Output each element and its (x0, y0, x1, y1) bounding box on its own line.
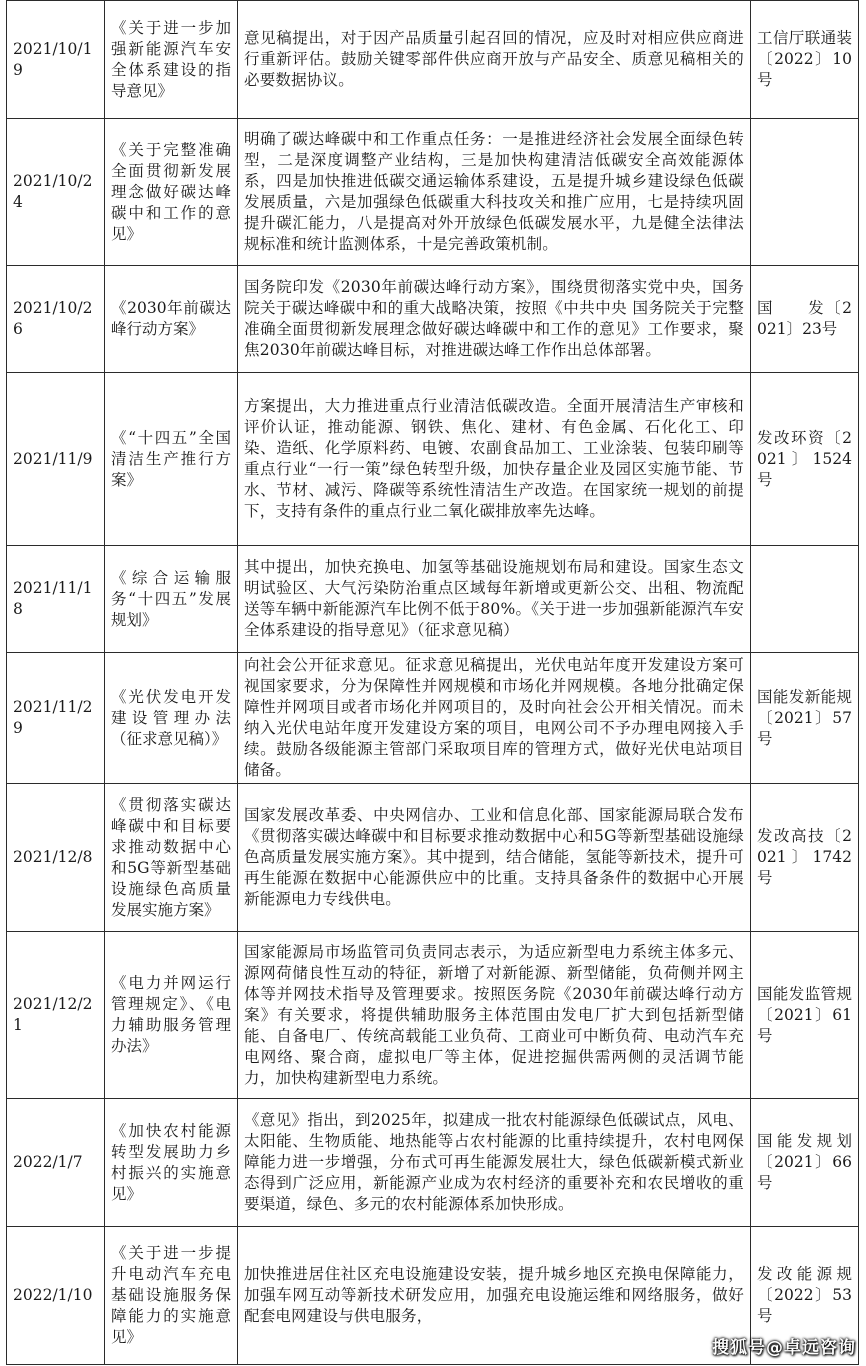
date-cell: 2021/12/21 (7, 932, 105, 1099)
policy-title-cell: 《关于进一步加强新能源汽车安全体系建设的指导意见》 (105, 1, 238, 119)
document-number-cell: 发改环资〔2021〕1524号 (751, 373, 859, 546)
document-number-cell: 工信厅联通装〔2022〕10号 (751, 1, 859, 119)
date-cell: 2021/10/24 (7, 119, 105, 266)
policy-title-cell: 《贯彻落实碳达峰碳中和目标要求推动数据中心和5G等新型基础设施绿色高质量发展实施方案》 (105, 784, 238, 932)
document-number-cell: 国能发监管规〔2021〕61号 (751, 932, 859, 1099)
table-row (7, 1099, 859, 1227)
policy-content-cell: 其中提出，加快充换电、加氢等基础设施规划布局和建设。国家生态文明试验区、大气污染防治重点区域每年新增或更新公交、出租、物流配送等车辆中新能源汽车比例不低于80%。《关于进一步加强新能源汽车安全体系建设的指导意见》（征求意见稿） (238, 546, 751, 653)
date-cell: 2021/11/18 (7, 546, 105, 653)
date-cell: 2021/10/19 (7, 1, 105, 119)
document-number-cell: 发改高技〔2021〕1742号 (751, 784, 859, 932)
table-row (7, 653, 859, 784)
policy-content-cell: 明确了碳达峰碳中和工作重点任务：一是推进经济社会发展全面绿色转型，二是深度调整产业结构，三是加快构建清洁低碳安全高效能源体系，四是加快推进低碳交通运输体系建设，五是提升城乡建设绿色低碳发展质量，六是加强绿色低碳重大科技攻关和推广应用，七是持续巩固提升碳汇能力，八是提高对外开放绿色低碳发展水平，九是健全法律法规标准和统计监测体系，十是完善政策机制。 (238, 119, 751, 266)
policy-content-cell: 国家能源局市场监管司负责同志表示，为适应新型电力系统主体多元、源网荷储良性互动的特征，新增了对新能源、新型储能，负荷侧并网主体等并网技术指导及管理要求。按照医务院《2030年前碳达峰行动方案》有关要求，将提供辅助服务主体范围由发电厂扩大到包括新型储能、自备电厂、传统高载能工业负荷、工商业可中断负荷、电动汽车充电网络、聚合商，虚拟电厂等主体，促进挖掘供需两侧的灵活调节能力，加快构建新型电力系统。 (238, 932, 751, 1099)
policy-content-cell: 国务院印发《2030年前碳达峰行动方案》，围绕贯彻落实党中央，国务院关于碳达峰碳中和的重大战略决策，按照《中共中央 国务院关于完整准确全面贯彻新发展理念做好碳达峰碳中和工作的意见》工作要求，聚焦2030年前碳达峰目标，对推进碳达峰工作作出总体部署。 (238, 266, 751, 373)
date-cell: 2021/12/8 (7, 784, 105, 932)
policy-title-cell: 《光伏发电开发建设管理办法（征求意见稿）》 (105, 653, 238, 784)
policy-title-cell: 《电力并网运行管理规定》、《电力辅助服务管理办法》 (105, 932, 238, 1099)
table-row (7, 119, 859, 266)
document-number-cell: 发改能源规〔2022〕53号 (751, 1227, 859, 1365)
document-number-cell: 国能发新能规〔2021〕57号 (751, 653, 859, 784)
date-cell: 2021/10/26 (7, 266, 105, 373)
date-cell: 2021/11/29 (7, 653, 105, 784)
policy-title-cell: 《关于进一步提升电动汽车充电基础设施服务保障能力的实施意见》 (105, 1227, 238, 1365)
policy-title-cell: 《“十四五”全国清洁生产推行方案》 (105, 373, 238, 546)
policy-title-cell: 《2030年前碳达峰行动方案》 (105, 266, 238, 373)
document-number-cell (751, 546, 859, 653)
document-number-cell: 国 发〔2021〕23号 (751, 266, 859, 373)
policy-table-body (7, 1, 859, 1365)
policy-content-cell: 国家发展改革委、中央网信办、工业和信息化部、国家能源局联合发布《贯彻落实碳达峰碳中和目标要求推动数据中心和5G等新型基础设施绿色高质量发展实施方案》。其中提到，结合储能，氢能等新技术，提升可再生能源在数据中心能源供应中的比重。支持具备条件的数据中心开展新能源电力专线供电。 (238, 784, 751, 932)
table-row (7, 546, 859, 653)
policy-title-cell: 《关于完整准确全面贯彻新发展理念做好碳达峰碳中和工作的意见》 (105, 119, 238, 266)
policy-content-cell: 方案提出，大力推进重点行业清洁低碳改造。全面开展清洁生产审核和评价认证，推动能源、钢铁、焦化、建材、有色金属、石化化工、印染、造纸、化学原料药、电镀、农副食品加工、工业涂装、包装印刷等重点行业“一行一策”绿色转型升级，加快存量企业及园区实施节能、节水、节材、减污、降碳等系统性清洁生产改造。在国家统一规划的前提下，支持有条件的重点行业二氧化碳排放率先达峰。 (238, 373, 751, 546)
document-number-cell: 国能发规划〔2021〕66号 (751, 1099, 859, 1227)
policy-content-cell: 向社会公开征求意见。征求意见稿提出，光伏电站年度开发建设方案可视国家要求，分为保障性并网规模和市场化并网规模。各地分批确定保障性并网项目或者市场化并网项目的，及时向社会公开相关情况。而未纳入光伏电站年度开发建设方案的项目，电网公司不予办理电网接入手续。鼓励各级能源主管部门采取项目库的管理方式，做好光伏电站项目储备。 (238, 653, 751, 784)
date-cell: 2021/11/9 (7, 373, 105, 546)
table-row (7, 932, 859, 1099)
date-cell: 2022/1/10 (7, 1227, 105, 1365)
policy-title-cell: 《加快农村能源转型发展助力乡村振兴的实施意见》 (105, 1099, 238, 1227)
document-number-cell (751, 119, 859, 266)
policy-content-cell: 加快推进居住社区充电设施建设安装，提升城乡地区充换电保障能力，加强车网互动等新技术研发应用，加强充电设施运维和网络服务，做好配套电网建设与供电服务， (238, 1227, 751, 1365)
policy-content-cell: 意见稿提出，对于因产品质量引起召回的情况，应及时对相应供应商进行重新评估。鼓励关键零部件供应商开放与产品安全、质意见稿相关的必要数据协议。 (238, 1, 751, 119)
table-row (7, 266, 859, 373)
policy-content-cell: 《意见》指出，到2025年，拟建成一批农村能源绿色低碳试点，风电、太阳能、生物质能、地热能等占农村能源的比重持续提升，农村电网保障能力进一步增强，分布式可再生能源发展壮大，绿色低碳新模式新业态得到广泛应用，新能源产业成为农村经济的重要补充和农民增收的重要渠道，绿色、多元的农村能源体系加快形成。 (238, 1099, 751, 1227)
policy-title-cell: 《综合运输服务“十四五”发展规划》 (105, 546, 238, 653)
table-row (7, 1, 859, 119)
table-row (7, 784, 859, 932)
table-row (7, 373, 859, 546)
date-cell: 2022/1/7 (7, 1099, 105, 1227)
watermark-text: 搜狐号@卓远咨询 (712, 1338, 856, 1358)
policy-table (6, 0, 859, 1365)
